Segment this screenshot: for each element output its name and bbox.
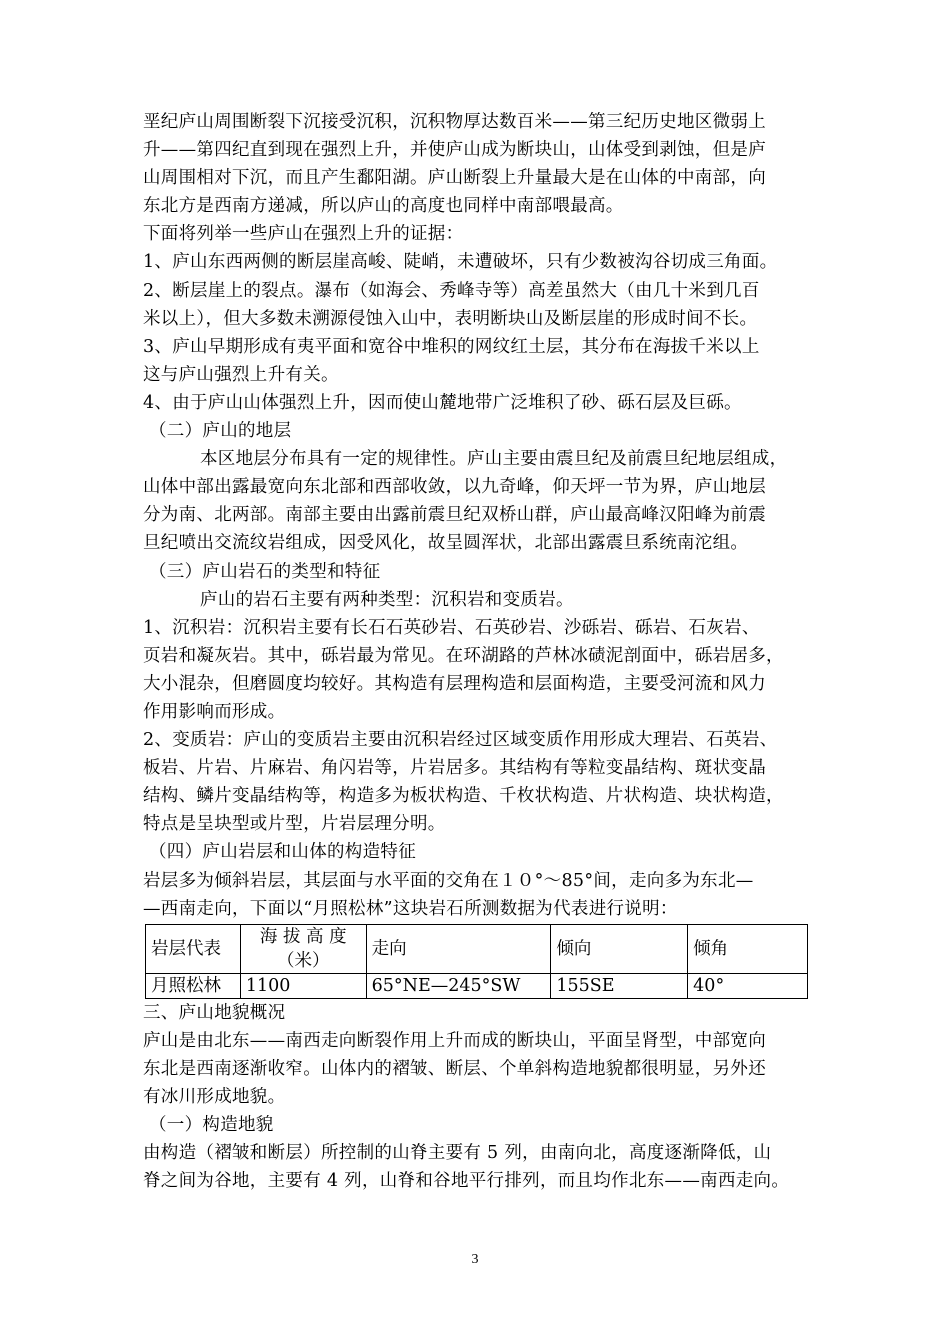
page-number: 3: [471, 1252, 479, 1267]
document-body: [143, 108, 810, 1195]
paragraph-line: 东北方是西南方递减，所以庐山的高度也同样中南部喂最高。: [143, 196, 624, 217]
table-row: [146, 973, 808, 998]
table-header-cell: 倾向: [551, 924, 688, 973]
table-cell: 40°: [688, 973, 808, 998]
paragraph-line: 结构、鳞片变晶结构等，构造多为板状构造、千枚状构造、片状构造、块状构造，: [143, 786, 784, 807]
table-header-row: [146, 924, 808, 973]
paragraph-line: 本区地层分布具有一定的规律性。庐山主要由震旦纪及前震旦纪地层组成，: [200, 449, 788, 470]
evidence-item: 米以上），但大多数未溯源侵蚀入山中，表明断块山及断层崖的形成时间不长。: [143, 308, 758, 329]
section-heading: 三、庐山地貌概况: [143, 1002, 286, 1023]
table-cell: 155SE: [551, 973, 688, 998]
paragraph-line: 岩层多为倾斜岩层，其层面与水平面的交角在１０°～85°间，走向多为东北—: [143, 870, 754, 891]
paragraph-line: 板岩、片岩、片麻岩、角闪岩等，片岩居多。其结构有等粒变晶结构、斑状变晶: [143, 758, 766, 779]
table-header-cell: 海 拔 高 度（米）: [240, 924, 366, 973]
table-cell: 65°NE—245°SW: [366, 973, 551, 998]
paragraph-line: 有冰川形成地貌。: [143, 1087, 286, 1107]
paragraph-line: 山体中部出露最宽向东北部和西部收敛，以九奇峰，仰天坪一节为界，庐山地层: [143, 477, 766, 498]
table-cell: 1100: [240, 973, 366, 998]
evidence-item: 这与庐山强烈上升有关。: [143, 364, 339, 385]
paragraph-line: 山周围相对下沉，而且产生鄱阳湖。庐山断裂上升量最大是在山体的中南部，向: [143, 168, 766, 189]
paragraph-line: 东北是西南逐渐收窄。山体内的褶皱、断层、个单斜构造地貌都很明显，另外还: [143, 1058, 766, 1079]
paragraph-line: 庐山的岩石主要有两种类型：沉积岩和变质岩。: [200, 589, 574, 610]
paragraph-line: 由构造（褶皱和断层）所控制的山脊主要有 5 列，由南向北，高度逐渐降低，山: [143, 1143, 772, 1164]
rock-measurement-table: [145, 924, 808, 999]
paragraph-line: 作用影响而形成。: [143, 701, 286, 722]
section-heading: （二）庐山的地层: [149, 421, 292, 442]
table-header-cell: 岩层代表: [146, 924, 241, 973]
paragraph-line: 特点是呈块型或片型，片岩层理分明。: [143, 814, 446, 835]
paragraph-line: 旦纪喷出交流纹岩组成，因受风化，故呈圆浑状，北部出露震旦系统南沱组。: [143, 533, 749, 554]
paragraph-line: 升——第四纪直到现在强烈上升，并使庐山成为断块山，山体受到剥蚀，但是庐: [143, 140, 766, 161]
paragraph-line: 1、沉积岩：沉积岩主要有长石石英砂岩、石英砂岩、沙砾岩、砾岩、石灰岩、: [143, 617, 760, 638]
paragraph-line: 分为南、北两部。南部主要由出露前震旦纪双桥山群，庐山最高峰汉阳峰为前震: [143, 505, 766, 526]
paragraph-line: 大小混杂，但磨圆度均较好。其构造有层理构造和层面构造，主要受河流和风力: [143, 673, 766, 694]
table-cell: 月照松林: [146, 973, 241, 998]
section-heading: （一）构造地貌: [149, 1115, 274, 1136]
paragraph-line: —西南走向，下面以“月照松林”这块岩石所测数据为代表进行说明：: [143, 898, 678, 919]
paragraph-line: 2、变质岩：庐山的变质岩主要由沉积岩经过区域变质作用形成大理岩、石英岩、: [143, 730, 778, 751]
table-header-cell: 倾角: [688, 924, 808, 973]
evidence-intro: 下面将列举一些庐山在强烈上升的证据：: [143, 224, 464, 245]
evidence-item: 2、断层崖上的裂点。瀑布（如海会、秀峰寺等）高差虽然大（由几十米到几百: [143, 280, 760, 301]
paragraph-line: 垩纪庐山周围断裂下沉接受沉积，沉积物厚达数百米——第三纪历史地区微弱上: [143, 112, 766, 132]
section-heading: （四）庐山岩层和山体的构造特征: [149, 842, 416, 863]
table-header-cell: 走向: [366, 924, 551, 973]
paragraph-line: 脊之间为谷地，主要有 4 列，山脊和谷地平行排列，而且均作北东——南西走向。: [143, 1171, 790, 1192]
section-heading: （三）庐山岩石的类型和特征: [149, 561, 381, 582]
paragraph-line: 页岩和凝灰岩。其中，砾岩最为常见。在环湖路的芦林冰碛泥剖面中，砾岩居多，: [143, 645, 784, 666]
evidence-item: 1、庐山东西两侧的断层崖高峻、陡峭，未遭破坏，只有少数被沟谷切成三角面。: [143, 252, 778, 273]
paragraph-line: 庐山是由北东——南西走向断裂作用上升而成的断块山，平面呈肾型，中部宽向: [143, 1030, 766, 1051]
evidence-item: 3、庐山早期形成有夷平面和宽谷中堆积的网纹红土层，其分布在海拔千米以上: [143, 336, 760, 357]
evidence-item: 4、由于庐山山体强烈上升，因而使山麓地带广泛堆积了砂、砾石层及巨砾。: [143, 392, 742, 413]
